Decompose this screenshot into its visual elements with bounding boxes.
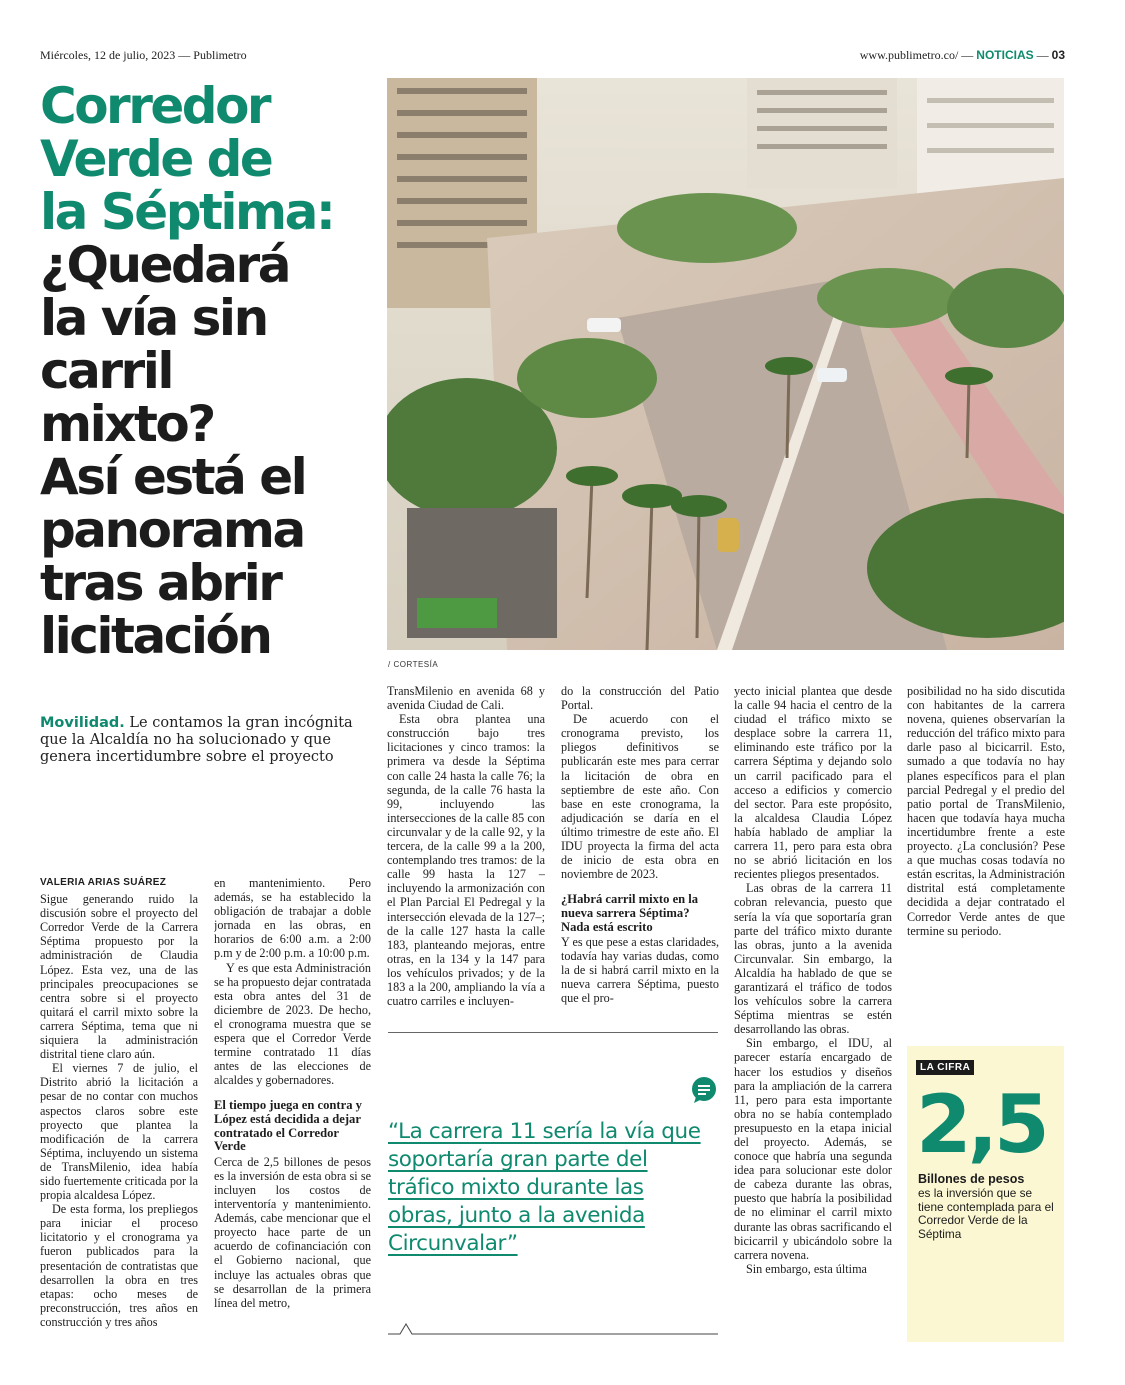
headline-line: mixto? <box>40 395 214 453</box>
headline-line: carril <box>40 342 172 400</box>
corridor-render-photo <box>387 78 1064 650</box>
page-header-right <box>860 48 1065 63</box>
paragraph: Sin embargo, el IDU, al parecer estaría encargado de hacer los estudios y diseños para la ampliación de la carrera 11, pero para esta importante obra no se había contemplado presupuesto en la etapa inicial del proyecto. Además, se conoce que habría una segunda idea para solucionar este dolor de cabeza durante las obras, puesto que habría la posibilidad de no eliminar el carril mixto durante las obras sacrificando el bicicarril y ubicándolo sobre la carrera novena. <box>734 1036 892 1262</box>
cifra-number: 2,5 <box>916 1078 1046 1171</box>
speech-bubble-icon <box>690 1076 718 1104</box>
subheading: El tiempo juega en contra y López está decidida a dejar contratado el Corredor Verde <box>214 1098 362 1154</box>
headline <box>40 77 380 665</box>
edition-date: Miércoles, 12 de julio, 2023 — Publimetro <box>40 48 247 62</box>
page-separator: — <box>1036 48 1049 62</box>
paragraph: Cerca de 2,5 billones de pesos es la inversión de esta obra si se incluyen los costos de interventoría y mantenimiento. Además, cabe mencionar que el proyecto hace parte de un acuerdo de cofinanciación con el Gobierno nacional, que incluye las actuales obras que se desarrollan de la primera línea del metro, <box>214 1154 371 1310</box>
paragraph: De acuerdo con el cronograma previsto, los pliegos definitivos se publicarán este mes para cerrar la licitación de obra en septiembre de este año. Con base en este cronograma, la adjudicación se daría en el último trimestre de este año. El IDU proyecta la firma del acta de inicio de esta obra en noviembre de 2023. <box>561 712 719 882</box>
headline-line: panorama <box>40 501 304 559</box>
lede <box>40 715 365 766</box>
lede-keyword: Movilidad. <box>40 715 125 731</box>
paragraph: TransMilenio en avenida 68 y avenida Ciudad de Cali. <box>387 684 545 713</box>
quote-divider-bottom <box>388 1320 718 1336</box>
page-number: 03 <box>1051 48 1065 62</box>
cifra-tag: LA CIFRA <box>916 1060 974 1075</box>
paragraph: Sin embargo, esta última <box>746 1261 867 1276</box>
cifra-description: es la inversión que se tiene contemplada para el Corredor Verde de la Séptima <box>918 1186 1054 1241</box>
lede-text: Le contamos la gran incógnita que la Alcaldía no ha solucionado y que genera incertidumbre sobre el proyecto <box>40 715 353 765</box>
paragraph: Sigue generando ruido la discusión sobre el proyecto del Corredor Verde de la Carrera Séptima propuesto por la administración de Claudia López. Esta vez, una de las principales preocupaciones se centra sobre si el proyecto quitará el carril mixto sobre la carrera Séptima, tema que ni siquiera la administración distrital tiene claro aún. <box>40 892 198 1062</box>
article-column-2 <box>214 876 371 1346</box>
paragraph: do la construcción del Patio Portal. <box>561 684 719 713</box>
article-column-6 <box>907 684 1065 984</box>
paragraph: El viernes 7 de julio, el Distrito abrió la licitación a pesar de no contar con muchos aspectos claros sobre este proyecto que plantea la modificación de la carrera Séptima, incluyendo un sistema de TransMilenio, idea había sido fuertemente criticada por la propia alcaldesa López. <box>40 1061 198 1203</box>
article-column-4 <box>561 684 719 1014</box>
pull-quote-text: “La carrera 11 sería la vía que soportaría gran parte del tráfico mixto durante las obras, junto a la avenida Circunvalar” <box>388 1119 701 1256</box>
headline-line: tras abrir <box>40 554 281 612</box>
paragraph: posibilidad no ha sido discutida con habitantes de la carrera novena, quienes observarían la reducción del tráfico mixto para darle paso al bicicarril. Esto, sumado a que todavía no hay planes específicos para el plan parcial Pedregal y el predio del patio portal de TransMilenio, hacen que todavía haya mucha incertidumbre frente a este proyecto. ¿La conclusión? Pese a que muchas cosas todavía no están escritas, la Administración distrital está completamente decidida a dejar contratado el Corredor Verde antes de que termine su periodo. <box>907 684 1065 938</box>
paragraph: Las obras de la carrera 11 cobran relevancia, puesto que sería la vía que soportaría gran parte del tráfico mixto durante las obras, junto a la avenida Circunvalar. Sin embargo, la Alcaldía ha hablado de que se garantizará el tráfico de todos los vehículos sobre la carrera Séptima mientras se estén desarrollando las obras. <box>734 881 892 1037</box>
pull-quote <box>388 1118 708 1258</box>
article-column-3 <box>387 684 545 1014</box>
site-url: www.publimetro.co/ — <box>859 48 974 62</box>
article-column-1 <box>40 876 198 1346</box>
section-name: NOTICIAS <box>976 48 1034 62</box>
headline-line: licitación <box>40 607 271 665</box>
subheading: ¿Habrá carril mixto en la nueva sarrera Séptima? Nada está escrito <box>561 892 699 934</box>
headline-line: Verde de <box>40 130 272 188</box>
quote-divider-top <box>388 1032 718 1033</box>
cifra-label: Billones de pesos <box>918 1172 1025 1186</box>
photo-credit: / CORTESÍA <box>388 660 439 669</box>
headline-line: la vía sin <box>40 289 267 347</box>
paragraph: Y es que esta Administración se ha propuesto dejar contratada esta obra antes del 31 de diciembre de 2023. De hecho, el cronograma muestra que se espera que el Corredor Verde termine contratado 11 días antes de las elecciones de alcaldes y gobernadores. <box>214 960 371 1088</box>
paragraph: Esta obra plantea una construcción bajo tres licitaciones y cinco tramos: la primera va desde la Séptima con calle 24 hasta la calle 76; la segunda, de la calle 76 hasta la 99, incluyendo las intersecciones de la calle 85 con circunvalar y de la calle 92, y la tercera, de la calle 99 a la 200, contemplando tres tramos: de la calle 99 hasta la 127 –incluyendo la armonización con el Plan Parcial El Pedregal y la intersección elevada de la 127–; de la calle 127 hasta la calle 183, planteando mejoras, entre otras, en la 134 y la 147 para los vehículos privados; y de la 183 a la 200, ampliando la vía a cuatro carriles e incluyen- <box>387 712 545 1009</box>
paragraph: Y es que pese a estas claridades, todavía hay varias dudas, como la de si habrá carril mixto en la nueva carrera Séptima, puesto que el pro- <box>561 935 719 1006</box>
headline-line: Así está el <box>40 448 306 506</box>
paragraph: yecto inicial plantea que desde la calle 94 hacia el centro de la ciudad el tráfico mixto se desplace sobre la carrera 11, eliminando este tráfico por la carrera Séptima y dejando solo un carril pacificado para el acceso a edificios y comercio del sector. Para este propósito, la alcaldesa Claudia López había hablado de ampliar la carrera 11, pero para esta obra no se abrió licitación en los recientes pliegos presentados. <box>734 684 892 882</box>
headline-line: Corredor <box>40 77 270 135</box>
headline-line: la Séptima: <box>40 183 334 241</box>
headline-line: ¿Quedará <box>40 236 289 294</box>
article-column-5 <box>734 684 892 1344</box>
byline: VALERIA ARIAS SUÁREZ <box>40 877 167 888</box>
paragraph: De esta forma, los prepliegos para iniciar el proceso licitatorio y el cronograma ya fueron publicados para la presentación de contratistas que desarrollen la obra en tres etapas: ocho meses de preconstrucción, tres años en construcción y tres años <box>40 1202 198 1329</box>
paragraph: en mantenimiento. Pero además, se ha establecido la obligación de trabajar a doble jornada en las obras, en horarios de 6:00 a.m. a 2:00 p.m y de 2:00 p.m. a 10:00 p.m. <box>214 876 371 961</box>
